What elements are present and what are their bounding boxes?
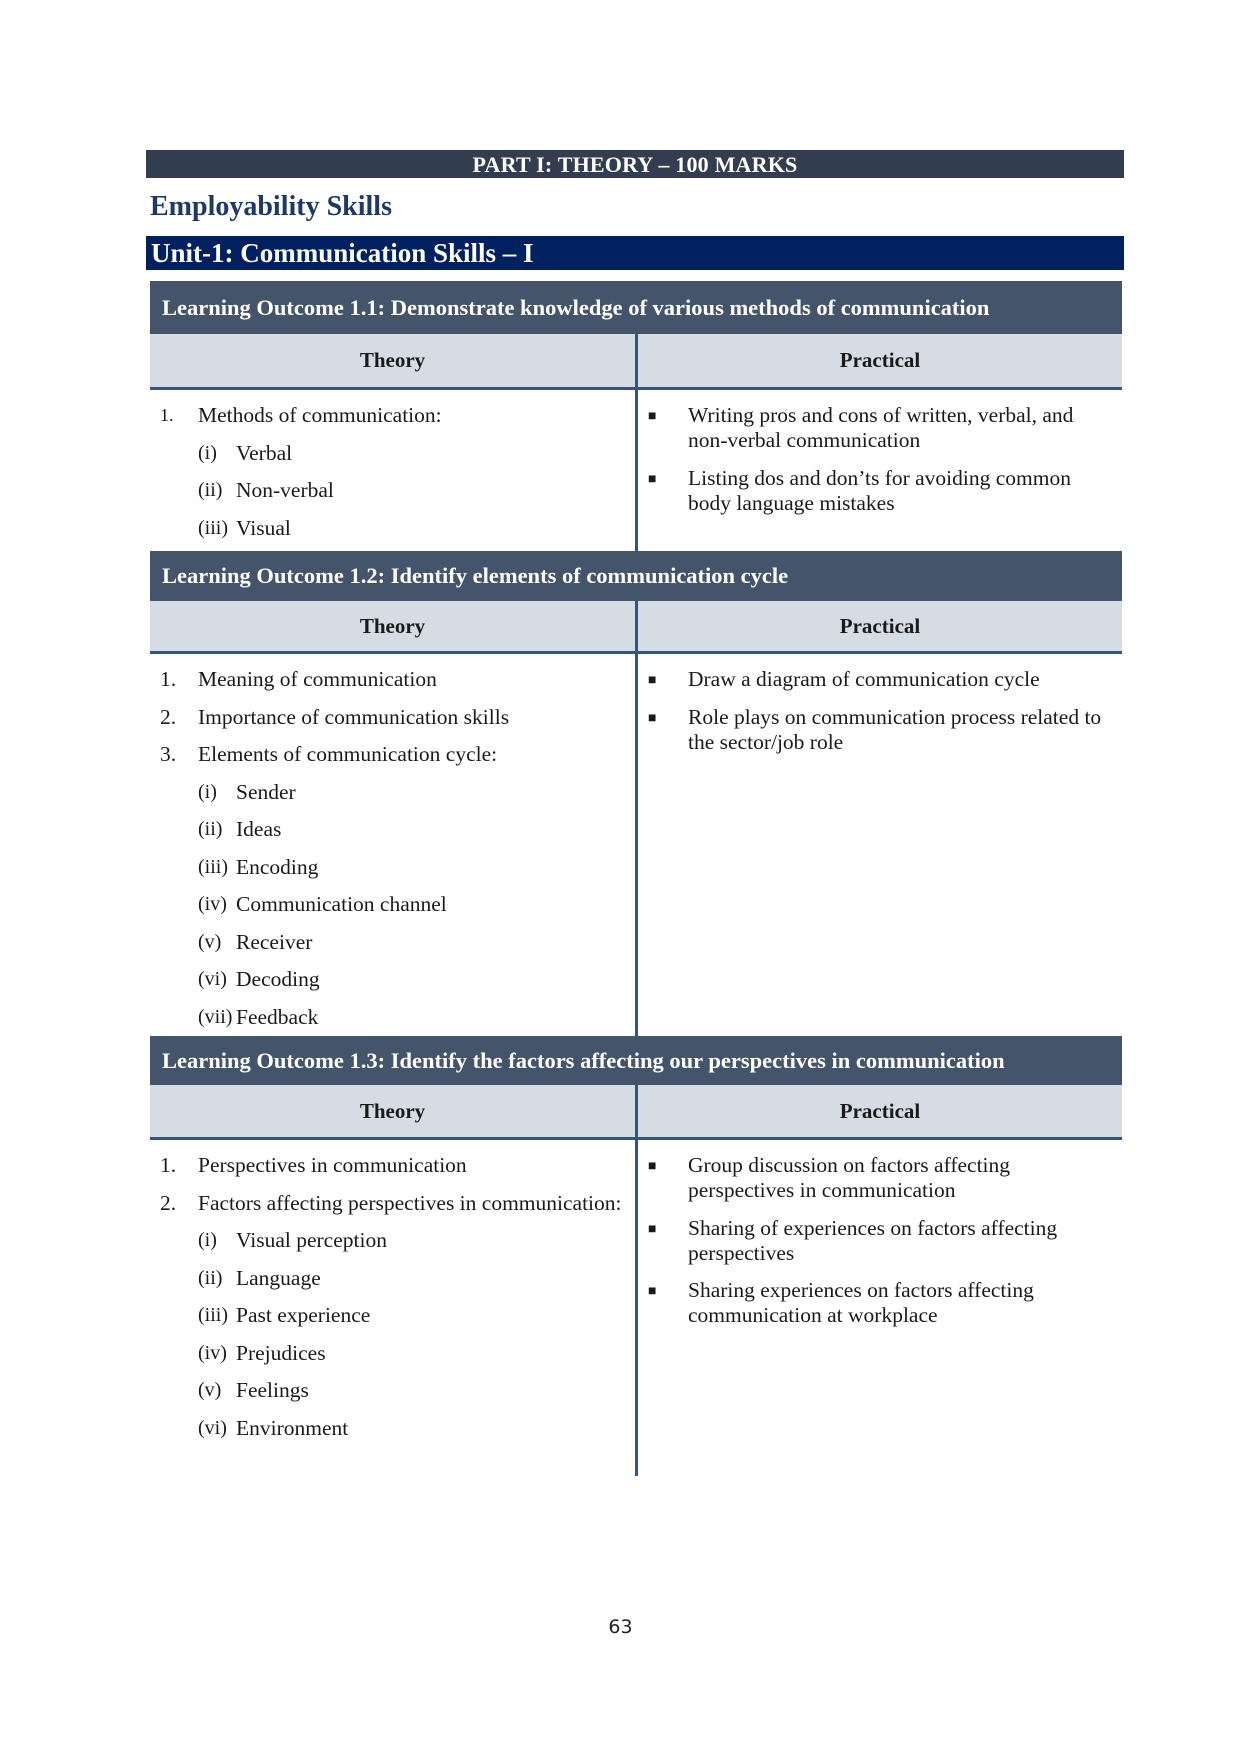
outcome-body (150, 654, 1122, 1039)
practical-item (638, 466, 1122, 516)
theory-subitem-text: Decoding (236, 967, 320, 991)
practical-item-text: Draw a diagram of communication cycle (688, 667, 1040, 691)
theory-subitem-text: Visual (236, 515, 291, 540)
column-header-row (150, 1085, 1122, 1140)
unit-title: Unit-1: Communication Skills – I (146, 236, 1124, 270)
theory-item (150, 742, 635, 767)
theory-subitem (150, 478, 635, 503)
theory-item-number: 1. (160, 667, 177, 691)
theory-item-number: 2. (160, 704, 177, 729)
theory-subitem (150, 817, 635, 842)
square-bullet-icon: ■ (648, 1284, 657, 1299)
theory-subitem-number: (ii) (198, 479, 223, 501)
theory-subitem (150, 967, 635, 992)
learning-outcome-title: Learning Outcome 1.2: Identify elements of communication cycle (150, 551, 1122, 601)
theory-subitem-text: Verbal (236, 440, 293, 465)
theory-subitem (150, 780, 635, 805)
theory-subitem-text: Feelings (236, 1378, 309, 1402)
theory-subitem (150, 892, 635, 917)
theory-subitem-text: Encoding (236, 854, 319, 879)
theory-subitem-number: (iii) (198, 855, 228, 878)
theory-item (150, 1191, 635, 1216)
theory-subitem-text: Feedback (236, 1004, 319, 1029)
theory-column-header: Theory (150, 601, 638, 651)
theory-subitem-number: (vi) (198, 968, 227, 990)
theory-subitem (150, 1378, 635, 1403)
theory-subitem (150, 1005, 635, 1030)
theory-subitem-number: (v) (198, 1379, 222, 1401)
theory-item-text: Elements of communication cycle: (198, 742, 498, 766)
practical-item-text: Sharing experiences on factors affecting communication at workplace (688, 1278, 1034, 1327)
practical-item-text: Group discussion on factors affecting perspectives in communication (688, 1153, 1011, 1202)
theory-column-header: Theory (150, 1085, 638, 1137)
square-bullet-icon: ■ (648, 673, 657, 688)
practical-item (638, 1153, 1122, 1203)
practical-column-header: Practical (839, 1098, 921, 1123)
theory-subitem (150, 1416, 635, 1441)
theory-subitem (150, 1228, 635, 1253)
theory-subitem-text: Ideas (236, 817, 282, 841)
theory-subitem-text: Visual perception (236, 1228, 387, 1252)
theory-item-number: 2. (160, 1190, 177, 1215)
practical-list (638, 1140, 1122, 1476)
theory-subitem-number: (vii) (198, 1005, 233, 1028)
theory-subitem (150, 1266, 635, 1291)
theory-subitem (150, 930, 635, 955)
square-bullet-icon: ■ (648, 710, 657, 726)
square-bullet-icon: ■ (648, 1159, 657, 1174)
theory-subitem (150, 855, 635, 880)
theory-list (150, 1140, 638, 1476)
practical-item (638, 1278, 1122, 1328)
column-header-row (150, 334, 1122, 390)
column-header-row (150, 601, 1122, 654)
theory-subitem (150, 1341, 635, 1366)
theory-subitem-number: (v) (198, 930, 222, 953)
theory-item-number: 1. (160, 405, 174, 425)
theory-item-text: Factors affecting perspectives in communication: (198, 1190, 622, 1215)
theory-item-text: Importance of communication skills (198, 704, 510, 729)
theory-item-number: 1. (160, 1153, 177, 1177)
theory-subitem-text: Past experience (236, 1303, 371, 1327)
theory-subitem-text: Communication channel (236, 892, 447, 916)
theory-subitem-number: (ii) (198, 818, 223, 840)
theory-subitem-text: Sender (236, 779, 296, 804)
theory-subitem-number: (iii) (198, 516, 228, 539)
theory-subitem-text: Receiver (236, 929, 313, 954)
page-number: 63 (608, 1616, 633, 1638)
theory-subitem-number: (iv) (198, 1341, 227, 1364)
theory-list (150, 390, 638, 552)
learning-outcome-block (150, 281, 1122, 552)
theory-subitem-number: (i) (198, 1229, 217, 1251)
theory-item-text: Methods of communication: (198, 403, 442, 427)
theory-item (150, 667, 635, 692)
theory-item (150, 1153, 635, 1178)
practical-list (638, 390, 1122, 552)
practical-item (638, 705, 1122, 755)
theory-subitem-number: (i) (198, 780, 217, 803)
section-title: Employability Skills (150, 191, 392, 222)
learning-outcome-block (150, 551, 1122, 1039)
square-bullet-icon: ■ (648, 471, 657, 487)
learning-outcome-title: Learning Outcome 1.1: Demonstrate knowledge of various methods of communication (150, 281, 1122, 334)
theory-subitem (150, 516, 635, 541)
theory-subitem-text: Prejudices (236, 1340, 326, 1365)
theory-subitem-number: (vi) (198, 1416, 227, 1439)
part-header: PART I: THEORY – 100 MARKS (146, 150, 1124, 178)
practical-item (638, 1216, 1122, 1266)
theory-subitem-number: (ii) (198, 1266, 223, 1289)
theory-item (150, 403, 635, 428)
theory-item-number: 3. (160, 742, 177, 766)
theory-subitem (150, 441, 635, 466)
theory-column-header: Theory (150, 334, 638, 387)
practical-item-text: Listing dos and don’ts for avoiding common body language mistakes (688, 465, 1071, 515)
square-bullet-icon: ■ (648, 409, 657, 424)
theory-subitem-number: (i) (198, 441, 217, 464)
theory-subitem-text: Language (236, 1265, 321, 1290)
outcome-body (150, 1140, 1122, 1476)
theory-subitem (150, 1303, 635, 1328)
theory-subitem-text: Non-verbal (236, 478, 334, 502)
practical-column-header: Practical (839, 348, 921, 372)
practical-list (638, 654, 1122, 1039)
learning-outcome-block (150, 1036, 1122, 1476)
theory-item-text: Perspectives in communication (198, 1153, 467, 1177)
learning-outcome-title: Learning Outcome 1.3: Identify the factors affecting our perspectives in communication (150, 1036, 1122, 1085)
practical-item (638, 403, 1122, 453)
practical-item-text: Sharing of experiences on factors affecting perspectives (688, 1215, 1058, 1265)
practical-item-text: Role plays on communication process related to the sector/job role (688, 704, 1102, 754)
practical-column-header: Practical (839, 613, 921, 638)
theory-subitem-number: (iv) (198, 893, 227, 915)
theory-subitem-text: Environment (236, 1415, 349, 1440)
practical-item-text: Writing pros and cons of written, verbal, and non-verbal communication (688, 403, 1074, 452)
square-bullet-icon: ■ (648, 1221, 657, 1237)
outcome-body (150, 390, 1122, 552)
practical-item (638, 667, 1122, 692)
theory-list (150, 654, 638, 1039)
theory-item-text: Meaning of communication (198, 667, 437, 691)
theory-item (150, 705, 635, 730)
theory-subitem-number: (iii) (198, 1304, 228, 1326)
